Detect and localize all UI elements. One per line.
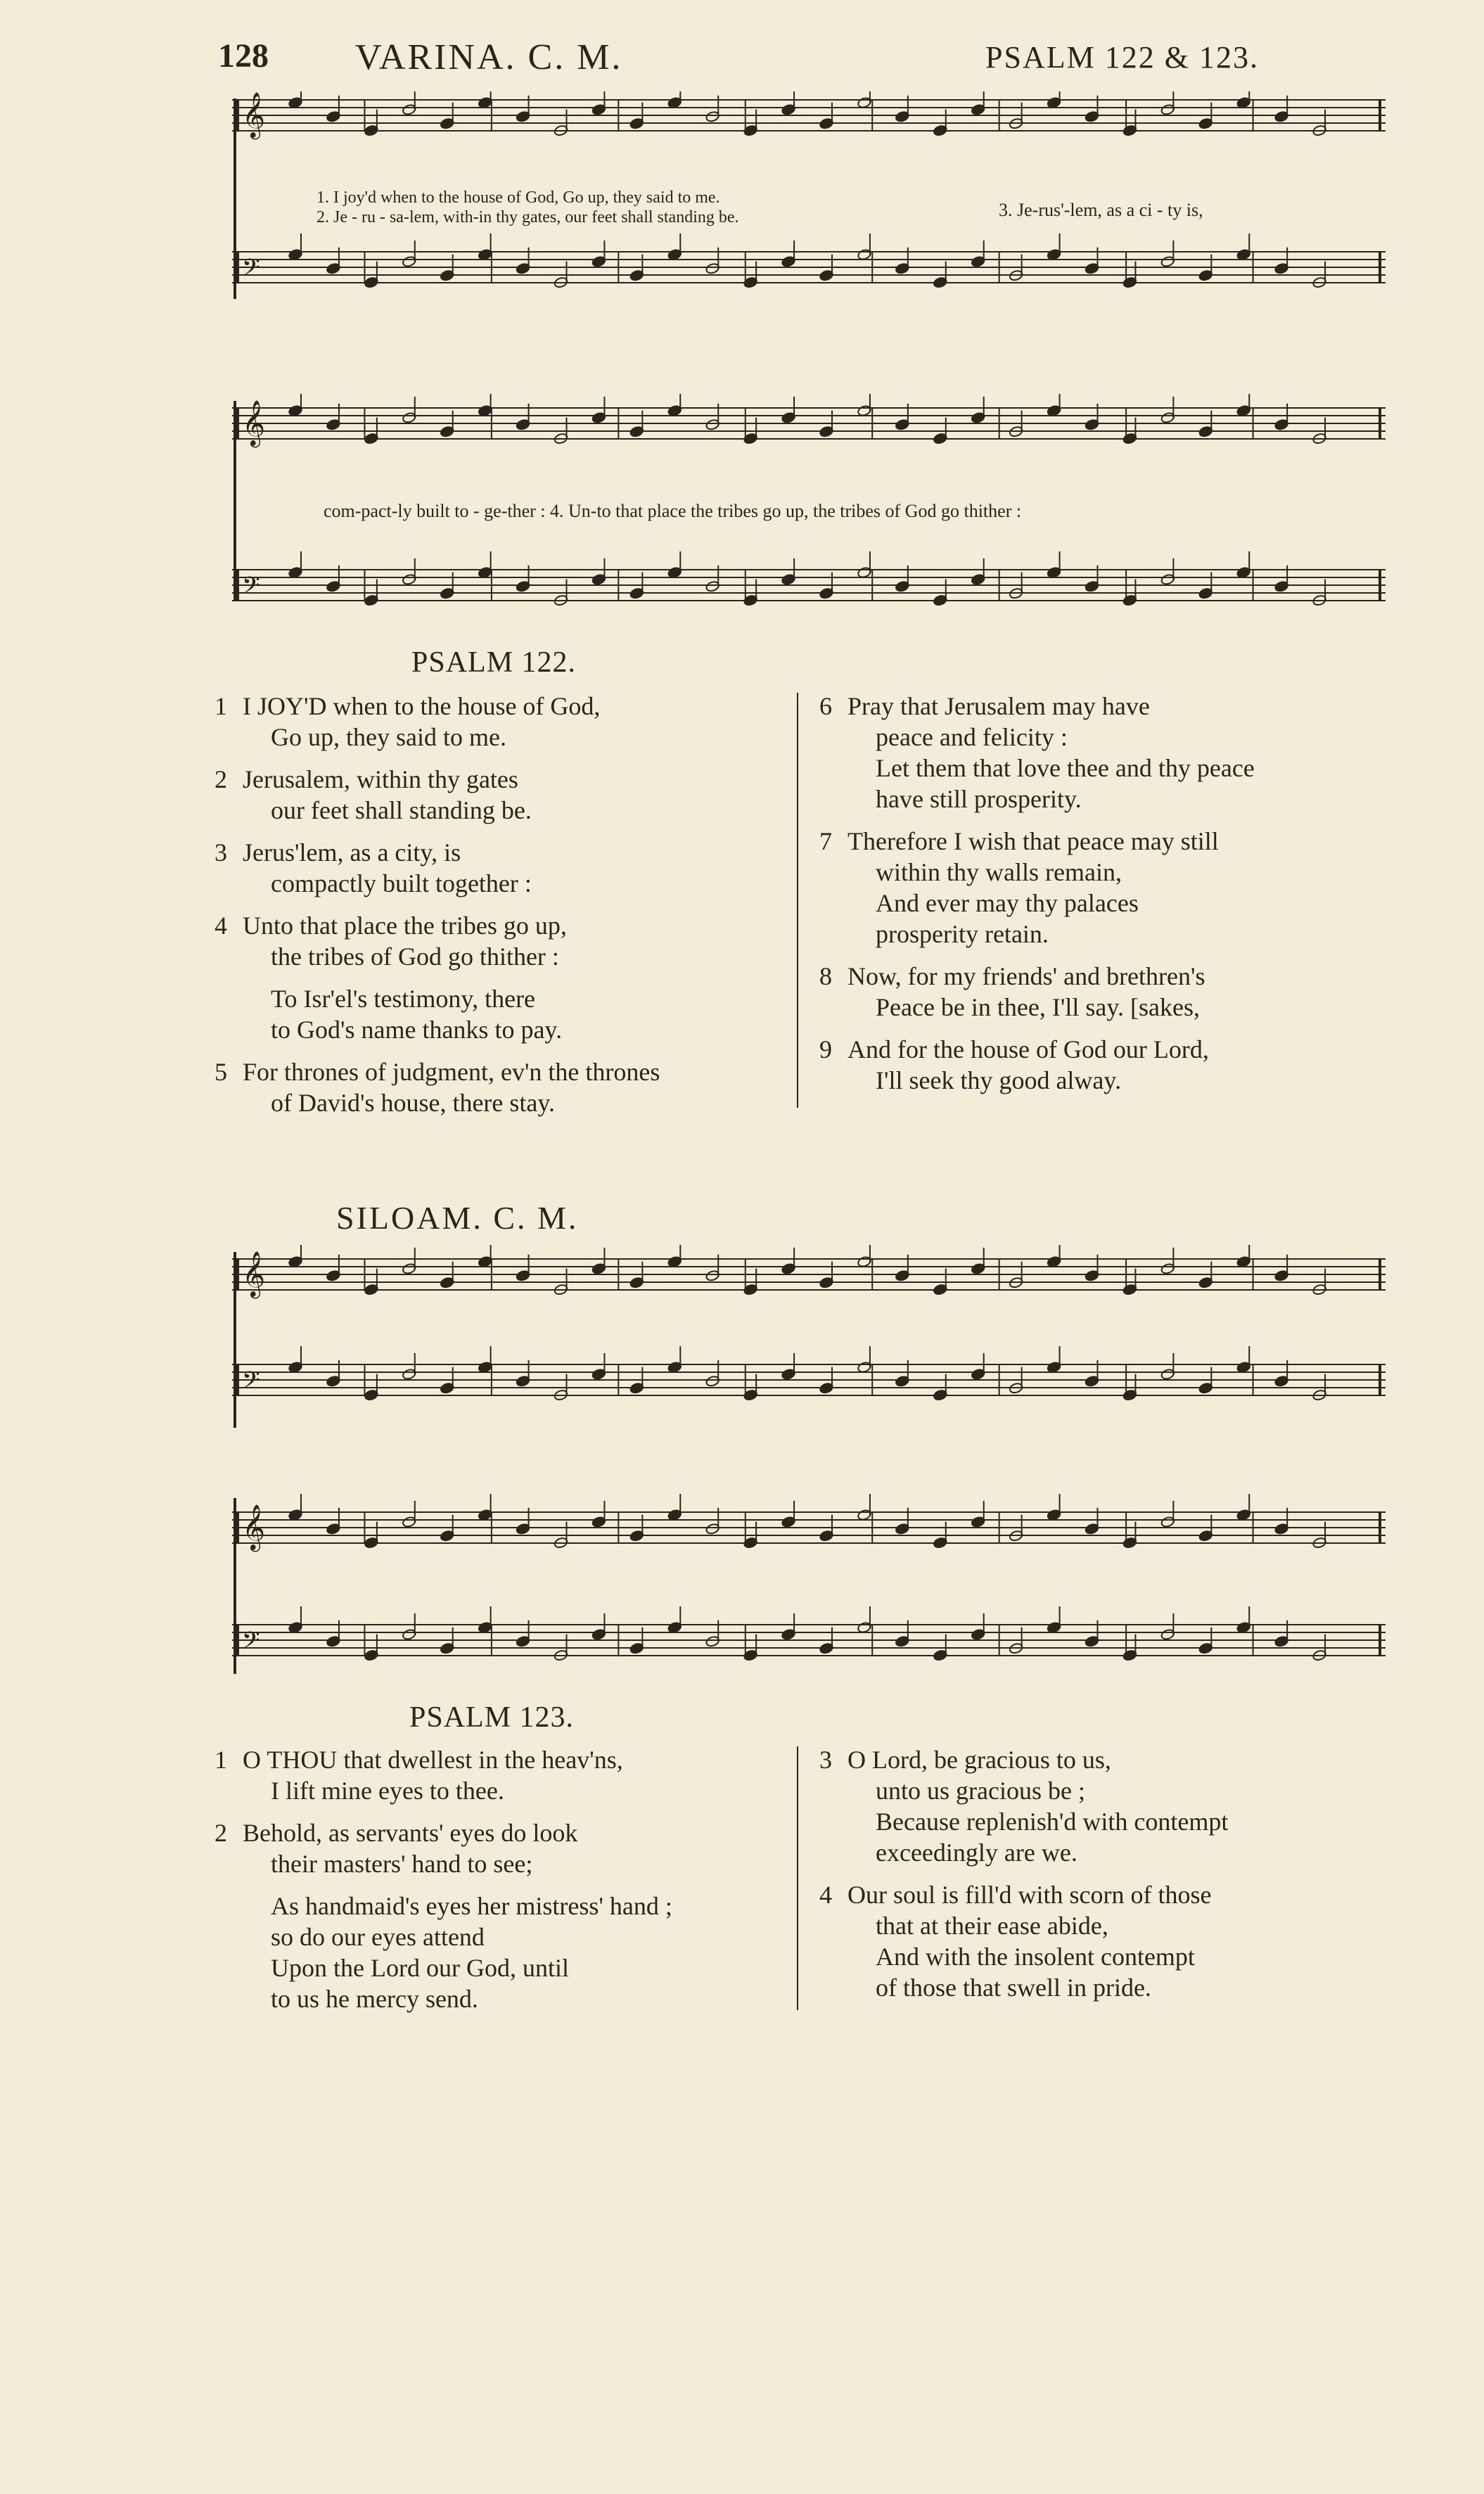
- varina-lyric-line-3: com-pact-ly built to - ge-ther : 4. Un-to that place the tribes go up, the tribes of God go thither :: [324, 501, 1022, 521]
- verse-line: I lift mine eyes to thee.: [271, 1777, 504, 1805]
- verse: [215, 837, 798, 899]
- verse: [819, 961, 1403, 1023]
- verse-text: O Lord, be gracious to us,: [847, 1746, 1111, 1774]
- psalm-123-left-column: [215, 1744, 798, 2026]
- staff-bass: [232, 551, 1386, 606]
- verse-text: I JOY'D when to the house of God,: [243, 692, 601, 720]
- page-header: [218, 37, 1259, 86]
- psalm-reference: PSALM 122 & 123.: [985, 40, 1259, 75]
- verse-line: And with the insolent contempt: [876, 1943, 1195, 1971]
- verse-number: 2: [215, 1819, 227, 1847]
- verse-line: [819, 1034, 1403, 1065]
- verse-line: Because replenish'd with contempt: [876, 1808, 1229, 1836]
- verse-line: [215, 910, 798, 941]
- verse-line: [819, 1744, 1403, 1775]
- psalm-123-right-column: [819, 1744, 1403, 2014]
- verse-line: Go up, they said to me.: [271, 723, 506, 751]
- page-number: 128: [218, 37, 269, 75]
- staff-treble: [232, 394, 1386, 447]
- verse: [819, 691, 1403, 814]
- verse-number: 5: [215, 1058, 227, 1086]
- verse-line: Let them that love thee and thy peace: [876, 754, 1255, 782]
- verse-number: 3: [215, 838, 227, 866]
- column-divider: [797, 693, 798, 1108]
- bass-clef-icon: 𝄢: [242, 573, 260, 605]
- verse: [215, 983, 798, 1045]
- siloam-system-1: [232, 1245, 1386, 1463]
- staff-treble: [232, 1494, 1386, 1552]
- verse-line: to God's name thanks to pay.: [271, 1016, 563, 1044]
- psalm-122-title: PSALM 122.: [411, 646, 577, 679]
- verse-line: their masters' hand to see;: [271, 1850, 533, 1878]
- verse-text: Pray that Jerusalem may have: [847, 692, 1150, 720]
- verse-line: exceedingly are we.: [876, 1838, 1077, 1867]
- verse: [819, 826, 1403, 949]
- verse-text: Unto that place the tribes go up,: [243, 912, 567, 940]
- verse-text: Therefore I wish that peace may still: [847, 827, 1219, 855]
- verse: [215, 910, 798, 972]
- siloam-title: SILOAM. C. M.: [336, 1200, 579, 1236]
- verse: [215, 1817, 798, 1879]
- verse-number: 3: [819, 1746, 832, 1774]
- staff-bass: [232, 1606, 1386, 1661]
- verse-line: within thy walls remain,: [876, 858, 1122, 886]
- verse-line: unto us gracious be ;: [876, 1777, 1085, 1805]
- varina-lyric-brace: 3. Je-rus'-lem, as a ci - ty is,: [999, 200, 1203, 220]
- verse-line: compactly built together :: [271, 869, 532, 897]
- verse-text: Jerusalem, within thy gates: [243, 765, 518, 793]
- verse-number: 6: [819, 692, 832, 720]
- verse: [215, 1056, 798, 1118]
- verse-line: [215, 1744, 798, 1775]
- verse-number: 9: [819, 1035, 832, 1063]
- verse: [819, 1034, 1403, 1096]
- verse-line: [215, 691, 798, 722]
- verse-number: 7: [819, 827, 832, 855]
- verse: [215, 1891, 798, 2014]
- treble-clef-icon: 𝄞: [242, 92, 266, 138]
- verse-line: [819, 826, 1403, 857]
- verse-line: And ever may thy palaces: [876, 889, 1139, 917]
- bass-clef-icon: 𝄢: [242, 255, 260, 287]
- verse-line: have still prosperity.: [876, 785, 1082, 813]
- verse-line: our feet shall standing be.: [271, 796, 532, 824]
- verse-text: And for the house of God our Lord,: [847, 1035, 1209, 1063]
- verse-line: [819, 1879, 1403, 1910]
- verse-text: To Isr'el's testimony, there: [271, 985, 536, 1013]
- tune-title: VARINA. C. M.: [355, 37, 623, 77]
- staff-treble: [232, 91, 1386, 139]
- verse-text: Our soul is fill'd with scorn of those: [847, 1881, 1212, 1909]
- siloam-system-2: [232, 1491, 1386, 1709]
- verse-line: Peace be in thee, I'll say. [sakes,: [876, 993, 1200, 1021]
- verse: [819, 1744, 1403, 1868]
- treble-clef-icon: 𝄞: [242, 1504, 266, 1550]
- verse-text: Now, for my friends' and brethren's: [847, 962, 1205, 990]
- staff-bass: [232, 234, 1386, 288]
- verse-line: I'll seek thy good alway.: [876, 1066, 1122, 1094]
- treble-clef-icon: 𝄞: [242, 400, 266, 446]
- verse-line: [215, 1817, 798, 1848]
- psalm-122-right-column: [819, 691, 1403, 1107]
- verse-number: 2: [215, 765, 227, 793]
- verse-line: Upon the Lord our God, until: [271, 1954, 569, 1982]
- varina-lyric-line-2: 2. Je - ru - sa-lem, with-in thy gates, our feet shall standing be.: [316, 208, 739, 226]
- verse-text: Jerus'lem, as a city, is: [243, 838, 461, 866]
- verse: [215, 764, 798, 826]
- verse-line: so do our eyes attend: [271, 1923, 485, 1951]
- staff-bass: [232, 1346, 1386, 1401]
- verse: [819, 1879, 1403, 2003]
- verse-text: As handmaid's eyes her mistress' hand ;: [271, 1892, 672, 1920]
- psalm-122-left-column: [215, 691, 798, 1130]
- column-divider: [797, 1746, 798, 2010]
- verse-line: [215, 837, 798, 868]
- verse-line: [819, 691, 1403, 722]
- verse-number: 4: [819, 1881, 832, 1909]
- verse-number: 1: [215, 692, 227, 720]
- verse-number: 4: [215, 912, 227, 940]
- staff-treble: [232, 1245, 1386, 1298]
- bass-clef-icon: 𝄢: [242, 1628, 260, 1660]
- verse-text: O THOU that dwellest in the heav'ns,: [243, 1746, 623, 1774]
- verse: [215, 691, 798, 753]
- verse-number: 8: [819, 962, 832, 990]
- verse-line: [215, 764, 798, 795]
- verse-line: prosperity retain.: [876, 920, 1049, 948]
- verse-number: 1: [215, 1746, 227, 1774]
- verse-line: the tribes of God go thither :: [271, 942, 559, 971]
- psalm-123-title: PSALM 123.: [409, 1701, 575, 1734]
- treble-clef-icon: 𝄞: [242, 1251, 266, 1297]
- bass-clef-icon: 𝄢: [242, 1367, 260, 1400]
- verse-line: that at their ease abide,: [876, 1912, 1108, 1940]
- verse-line: peace and felicity :: [876, 723, 1068, 751]
- verse-line: [819, 961, 1403, 992]
- verse-line: of David's house, there stay.: [271, 1089, 556, 1117]
- verse-text: For thrones of judgment, ev'n the thrones: [243, 1058, 660, 1086]
- verse-line: of those that swell in pride.: [876, 1974, 1151, 2002]
- varina-lyric-line-1: 1. I joy'd when to the house of God, Go up, they said to me.: [316, 188, 720, 207]
- verse-line: [215, 983, 798, 1014]
- verse: [215, 1744, 798, 1806]
- verse-line: [215, 1056, 798, 1087]
- verse-text: Behold, as servants' eyes do look: [243, 1819, 578, 1847]
- verse-line: [215, 1891, 798, 1921]
- verse-line: to us he mercy send.: [271, 1985, 478, 2013]
